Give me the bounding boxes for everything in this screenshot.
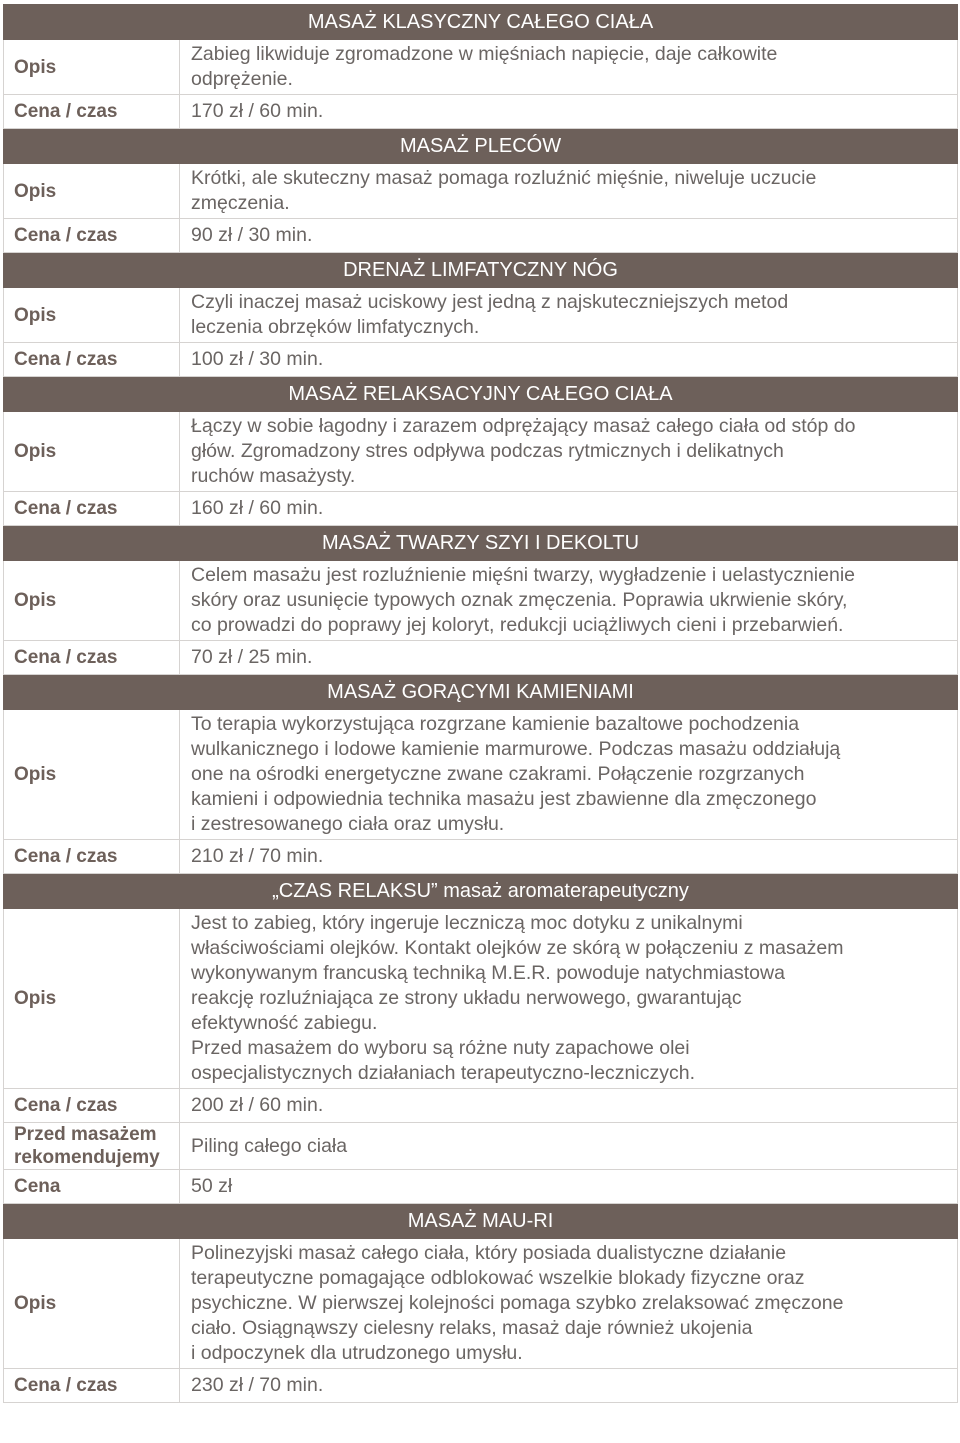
section-title: DRENAŻ LIMFATYCZNY NÓG: [4, 253, 958, 288]
section-header: [4, 1204, 958, 1239]
value-line: Krótki, ale skuteczny masaż pomaga rozluźnić mięśnie, niweluje uczucie: [191, 167, 817, 189]
value-line: co prowadzi do poprawy jej koloryt, redukcji uciążliwych cieni i przebarwień.: [191, 614, 844, 636]
table-row: [4, 1089, 958, 1123]
value-line: i zestresowanego ciała oraz umysłu.: [191, 813, 505, 835]
row-label: Opis: [4, 1239, 180, 1369]
table-row: [4, 1123, 958, 1170]
row-label: Cena / czas: [4, 343, 180, 377]
table-row: [4, 219, 958, 253]
row-label: Cena / czas: [4, 219, 180, 253]
value-line: właściwościami olejków. Kontakt olejków ze skórą w połączeniu z masażem: [191, 937, 844, 959]
value-line: one na ośrodki energetyczne zwane czakrami. Połączenie rozgrzanych: [191, 763, 805, 785]
section-title: MASAŻ RELAKSACYJNY CAŁEGO CIAŁA: [4, 377, 958, 412]
section-header: [4, 675, 958, 710]
value-line: wulkanicznego i lodowe kamienie marmurowe. Podczas masażu oddziałują: [191, 738, 841, 760]
row-value: [180, 840, 958, 874]
row-value: [180, 492, 958, 526]
section-title: MASAŻ PLECÓW: [4, 129, 958, 164]
row-value: [180, 641, 958, 675]
row-label: Opis: [4, 164, 180, 219]
value-line: odprężenie.: [191, 68, 293, 90]
table-row: [4, 641, 958, 675]
row-value: [180, 164, 958, 219]
value-line: Celem masażu jest rozluźnienie mięśni twarzy, wygładzenie i uelastycznienie: [191, 564, 856, 586]
value-line: Jest to zabieg, który ingeruje leczniczą moc dotyku z unikalnymi: [191, 912, 743, 934]
value-line: ciało. Osiągnąwszy cielesny relaks, masaż daje również ukojenia: [191, 1317, 753, 1339]
value-line: 90 zł / 30 min.: [191, 224, 313, 246]
value-line: ospecjalistycznych działaniach terapeutyczno-leczniczych.: [191, 1062, 695, 1084]
value-line: Łączy w sobie łagodny i zarazem odprężający masaż całego ciała od stóp do: [191, 415, 856, 437]
table-row: [4, 492, 958, 526]
row-value: [180, 95, 958, 129]
table-row: [4, 909, 958, 1089]
value-line: To terapia wykorzystująca rozgrzane kamienie bazaltowe pochodzenia: [191, 713, 800, 735]
row-label: Cena / czas: [4, 1369, 180, 1403]
table-row: [4, 40, 958, 95]
row-value: [180, 288, 958, 343]
value-line: 70 zł / 25 min.: [191, 646, 313, 668]
value-line: kamieni i odpowiednia technika masażu jest zbawienne dla zmęczonego: [191, 788, 817, 810]
massage-table: [3, 4, 958, 1403]
row-value: [180, 1123, 958, 1170]
section-title: MASAŻ GORĄCYMI KAMIENIAMI: [4, 675, 958, 710]
section-header: [4, 526, 958, 561]
value-line: 170 zł / 60 min.: [191, 100, 324, 122]
row-label: Przed masażem rekomendujemy: [4, 1123, 180, 1170]
value-line: 210 zł / 70 min.: [191, 845, 324, 867]
price-list: [3, 4, 957, 1403]
table-row: [4, 1170, 958, 1204]
value-line: zmęczenia.: [191, 192, 290, 214]
row-label: Cena / czas: [4, 641, 180, 675]
value-line: i odpoczynek dla utrudzonego umysłu.: [191, 1342, 523, 1364]
row-value: [180, 909, 958, 1089]
row-label: Cena / czas: [4, 1089, 180, 1123]
table-row: [4, 412, 958, 492]
row-value: [180, 710, 958, 840]
section-header: [4, 874, 958, 909]
row-value: [180, 561, 958, 641]
value-line: Piling całego ciała: [191, 1134, 348, 1157]
section-header: [4, 253, 958, 288]
table-row: [4, 840, 958, 874]
section-title: MASAŻ MAU-RI: [4, 1204, 958, 1239]
value-line: reakcję rozluźniająca ze strony układu nerwowego, gwarantując: [191, 987, 742, 1009]
row-label: Opis: [4, 40, 180, 95]
table-row: [4, 343, 958, 377]
value-line: wykonywanym francuską techniką M.E.R. powoduje natychmiastowa: [191, 962, 785, 984]
table-row: [4, 164, 958, 219]
value-line: Przed masażem do wyboru są różne nuty zapachowe olei: [191, 1037, 690, 1059]
value-line: skóry oraz usunięcie typowych oznak zmęczenia. Poprawia ukrwienie skóry,: [191, 589, 848, 611]
table-row: [4, 710, 958, 840]
row-label: Cena / czas: [4, 492, 180, 526]
value-line: głów. Zgromadzony stres odpływa podczas rytmicznych i delikatnych: [191, 440, 784, 462]
section-header: [4, 377, 958, 412]
row-label: Cena / czas: [4, 840, 180, 874]
value-line: 50 zł: [191, 1175, 233, 1197]
section-title: „CZAS RELAKSU” masaż aromaterapeutyczny: [4, 874, 958, 909]
row-label: Opis: [4, 412, 180, 492]
value-line: psychiczne. W pierwszej kolejności pomaga szybko zrelaksować zmęczone: [191, 1292, 844, 1314]
row-value: [180, 219, 958, 253]
value-line: Czyli inaczej masaż uciskowy jest jedną z najskuteczniejszych metod: [191, 291, 789, 313]
row-label: Opis: [4, 909, 180, 1089]
value-line: 200 zł / 60 min.: [191, 1094, 324, 1116]
table-row: [4, 288, 958, 343]
value-line: 160 zł / 60 min.: [191, 497, 324, 519]
row-label: Opis: [4, 710, 180, 840]
row-label: Cena / czas: [4, 95, 180, 129]
value-line: 100 zł / 30 min.: [191, 348, 324, 370]
value-line: 230 zł / 70 min.: [191, 1374, 324, 1396]
row-label: Cena: [4, 1170, 180, 1204]
row-value: [180, 40, 958, 95]
table-row: [4, 1369, 958, 1403]
row-value: [180, 1170, 958, 1204]
value-line: ruchów masażysty.: [191, 465, 356, 487]
value-line: efektywność zabiegu.: [191, 1012, 378, 1034]
row-value: [180, 412, 958, 492]
section-title: MASAŻ KLASYCZNY CAŁEGO CIAŁA: [4, 5, 958, 40]
row-label: Opis: [4, 288, 180, 343]
value-line: Zabieg likwiduje zgromadzone w mięśniach napięcie, daje całkowite: [191, 43, 778, 65]
table-row: [4, 95, 958, 129]
value-line: Polinezyjski masaż całego ciała, który posiada dualistyczne działanie: [191, 1242, 787, 1264]
table-row: [4, 561, 958, 641]
value-line: terapeutyczne pomagające odblokować wszelkie blokady fizyczne oraz: [191, 1267, 805, 1289]
row-value: [180, 1089, 958, 1123]
row-label: Opis: [4, 561, 180, 641]
row-value: [180, 1369, 958, 1403]
value-line: leczenia obrzęków limfatycznych.: [191, 316, 480, 338]
section-header: [4, 129, 958, 164]
section-header: [4, 5, 958, 40]
section-title: MASAŻ TWARZY SZYI I DEKOLTU: [4, 526, 958, 561]
row-value: [180, 1239, 958, 1369]
table-row: [4, 1239, 958, 1369]
row-value: [180, 343, 958, 377]
